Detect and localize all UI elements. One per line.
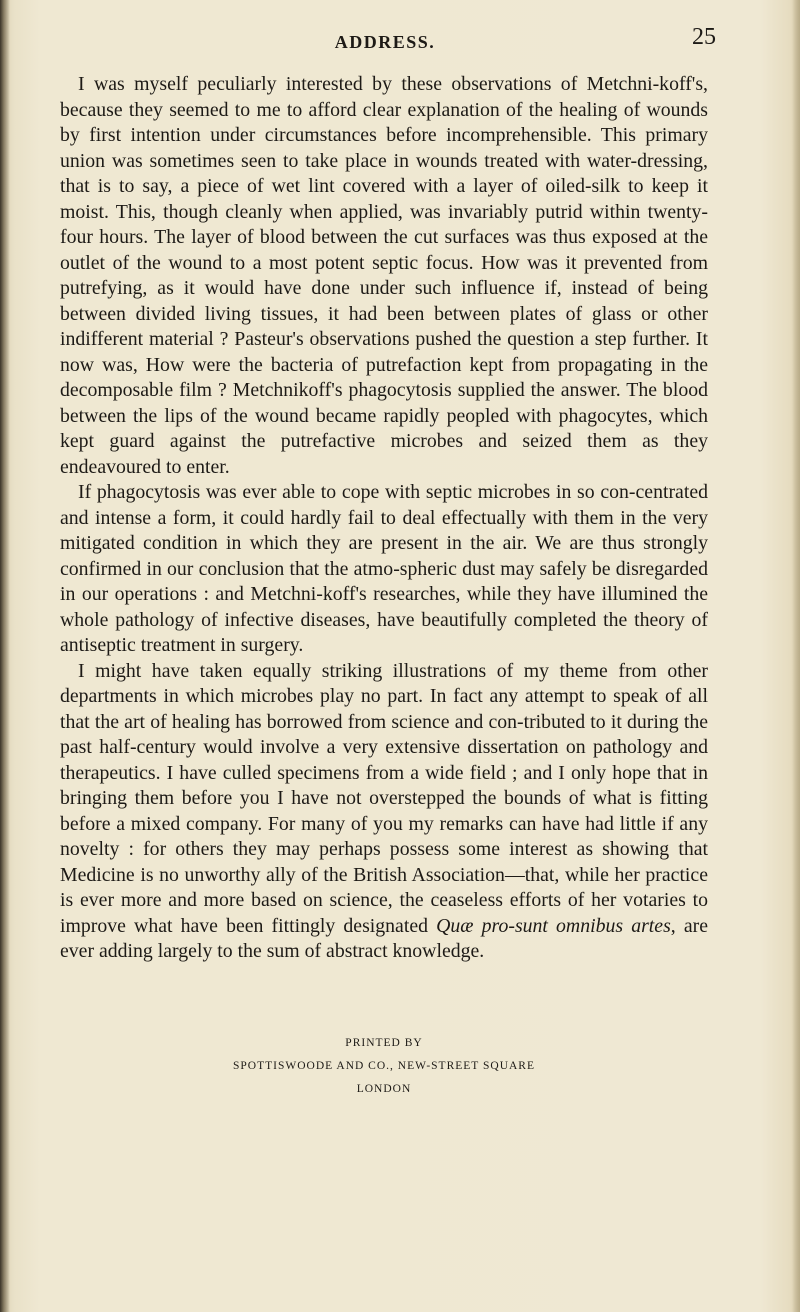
page-header (60, 24, 716, 58)
imprint-line-1: PRINTED BY (345, 1037, 423, 1049)
paragraph-1: I was myself peculiarly interested by these observations of Metchni-koff's, because they seemed to me to afford clear explanation of the healing of wounds by first intention under circumstances before incomprehensible. This primary union was sometimes seen to take place in wounds treated with water-dressing, that is to say, a piece of wet lint covered with a layer of oiled-silk to keep it moist. This, though cleanly when applied, was invariably putrid within twenty-four hours. The layer of blood between the cut surfaces was thus exposed at the outlet of the wound to a most potent septic focus. How was it prevented from putrefying, as it would have done under such influence if, instead of being between divided living tissues, it had been between plates of glass or other indifferent material ? Pasteur's observations pushed the question a step further. It now was, How were the bacteria of putrefaction kept from propagating in the decomposable film ? Metchnikoff's phagocytosis supplied the answer. The blood between the lips of the wound became rapidly peopled with phagocytes, which kept guard against the putrefactive microbes and seized them as they endeavoured to enter. (60, 73, 708, 478)
spine-shadow (0, 0, 10, 1312)
paragraph-3-ending: , are ever adding largely to the sum of abstract knowledge. (60, 914, 708, 962)
running-head: ADDRESS. (334, 32, 436, 52)
latin-phrase: Quæ pro-sunt omnibus artes (436, 914, 671, 937)
page-edge (792, 0, 800, 1312)
imprint-line-2: SPOTTISWOODE AND CO., NEW-STREET SQUARE (232, 1060, 535, 1072)
imprint-line-3: LONDON (356, 1083, 412, 1095)
paragraph-3-text: I might have taken equally striking illustrations of my theme from other departments in which microbes play no part. In fact any attempt to speak of all that the art of healing has borrowed from science and con-tributed to it during the past half-century would involve a very extensive dissertation on pathology and therapeutics. I have culled specimens from a wide field ; and I only hope that in bringing them before you I have not overstepped the bounds of what is fitting before a mixed company. For many of you my remarks can have had little if any novelty : for others they may perhaps possess some interest as showing that Medicine is no unworthy ally of the British Association—that, while her practice is ever more and more based on science, the ceaseless efforts of her votaries to improve what have been fittingly designated (60, 659, 708, 937)
paragraph-2: If phagocytosis was ever able to cope with septic microbes in so con-centrated and intense a form, it could hardly fail to deal effectually with them in the very mitigated condition in which they are present in the air. We are thus strongly confirmed in our conclusion that the atmo-spheric dust may safely be disregarded in our operations : and Metchni-koff's researches, while they have illumined the whole pathology of infective diseases, have beautifully completed the theory of antiseptic treatment in surgery. (60, 481, 708, 656)
page-number: 25 (692, 24, 716, 50)
body-text (60, 72, 708, 965)
paragraph-3 (60, 659, 708, 965)
printer-imprint (60, 1032, 708, 1101)
